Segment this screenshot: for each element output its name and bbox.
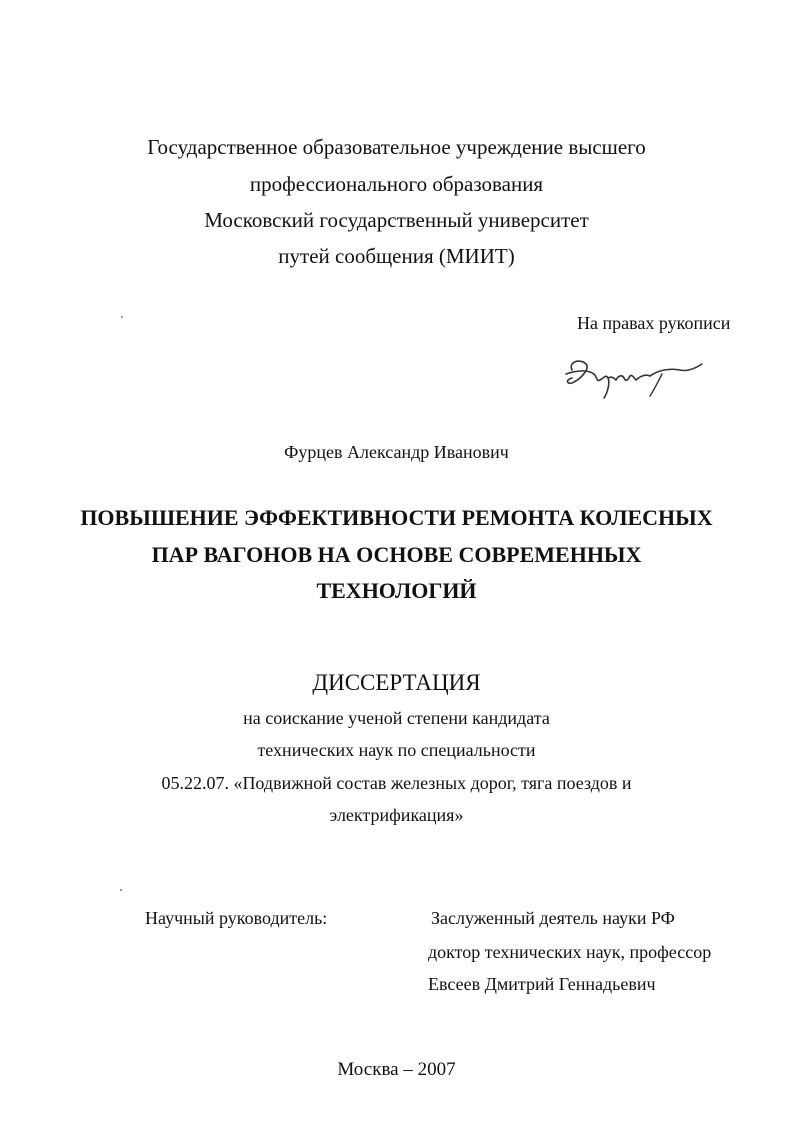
document-type: ДИССЕРТАЦИЯ (312, 670, 481, 695)
title-line-2: ПАР ВАГОНОВ НА ОСНОВЕ СОВРЕМЕННЫХ (151, 542, 642, 567)
advisor-degree: доктор технических наук, профессор (428, 942, 712, 962)
advisor-name: Евсеев Дмитрий Геннадьевич (428, 974, 656, 994)
degree-line-1: на соискание ученой степени кандидата (243, 708, 550, 728)
institution-line-1: Государственное образовательное учреждение высшего (147, 135, 646, 159)
institution-line-3: Московский государственный университет (204, 208, 589, 232)
author-name: Фурцев Александр Иванович (284, 442, 509, 462)
title-line-1: ПОВЫШЕНИЕ ЭФФЕКТИВНОСТИ РЕМОНТА КОЛЕСНЫХ (80, 505, 713, 530)
signature-icon (558, 352, 708, 404)
place-year: Москва – 2007 (337, 1059, 456, 1080)
institution-line-4: путей сообщения (МИИТ) (278, 244, 515, 268)
title-line-3: ТЕХНОЛОГИЙ (316, 578, 477, 603)
advisor-label: Научный руководитель: (145, 908, 328, 928)
degree-line-4: электрификация» (329, 805, 464, 825)
degree-line-3: 05.22.07. «Подвижной состав железных дорог, тяга поездов и (161, 773, 632, 793)
degree-line-2: технических наук по специальности (257, 740, 536, 760)
manuscript-note: На правах рукописи (577, 313, 731, 333)
scan-speck (121, 316, 123, 318)
advisor-title: Заслуженный деятель науки РФ (431, 908, 675, 928)
institution-line-2: профессионального образования (249, 172, 544, 196)
scan-speck (120, 889, 122, 891)
